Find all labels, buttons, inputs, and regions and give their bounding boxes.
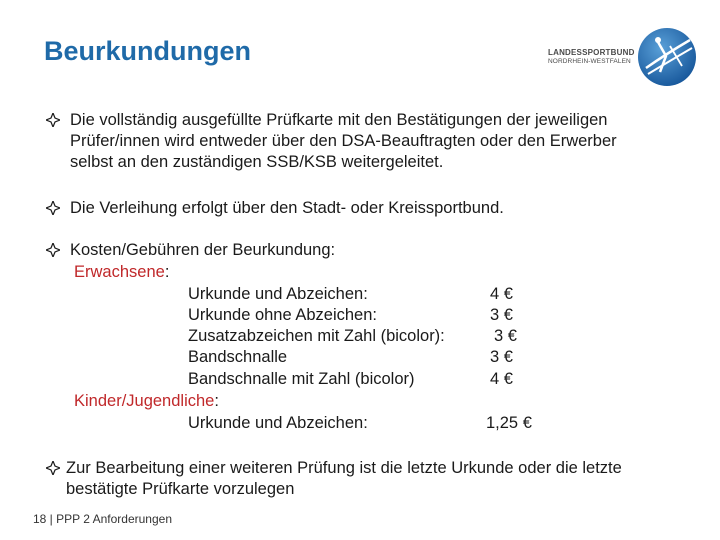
logo-line1: LANDESSPORTBUND <box>548 48 635 57</box>
diamond-bullet-icon <box>46 201 60 215</box>
fee-item-label: Bandschnalle <box>188 348 288 366</box>
adults-label <box>74 262 169 283</box>
bullet-award-text: Die Verleihung erfolgt über den Stadt- oder Kreissportbund. <box>70 199 504 217</box>
fee-item-label: Bandschnalle mit Zahl (bicolor) <box>188 370 415 388</box>
adults-label-text: Erwachsene <box>74 263 165 281</box>
bullet-submission-text <box>70 110 617 173</box>
slide-footer: 18 | PPP 2 Anforderungen <box>33 512 173 526</box>
fee-item-label: Urkunde ohne Abzeichen: <box>188 306 377 324</box>
bullet-line: bestätigte Prüfkarte vorzulegen <box>66 480 295 498</box>
kids-label-colon: : <box>214 392 219 410</box>
logo-wordmark <box>548 48 636 66</box>
bullet-further-exam-text <box>66 458 622 500</box>
fees-heading: Kosten/Gebühren der Beurkundung: <box>70 241 336 259</box>
fee-item-price: 1,25 € <box>486 414 532 432</box>
adults-label-colon: : <box>164 263 170 281</box>
fee-item-price: 4 € <box>490 285 513 303</box>
kids-label <box>74 391 219 412</box>
bullet-line: Zur Bearbeitung einer weiteren Prüfung ist die letzte Urkunde oder die letzte <box>66 459 622 477</box>
slide-title: Beurkundungen <box>44 36 251 66</box>
diamond-bullet-icon <box>46 243 60 257</box>
bullet-line: selbst an den zuständigen SSB/KSB weitergeleitet. <box>70 153 444 171</box>
fee-item-price: 3 € <box>490 348 513 366</box>
fee-item-price: 3 € <box>494 327 517 345</box>
fee-item-label: Urkunde und Abzeichen: <box>188 285 368 303</box>
diamond-bullet-icon <box>46 461 60 475</box>
logo-seal-icon <box>636 26 698 88</box>
bullet-line: Die vollständig ausgefüllte Prüfkarte mit den Bestätigungen der jeweiligen <box>70 111 608 129</box>
landessportbund-logo <box>548 26 698 88</box>
fee-item-label: Zusatzabzeichen mit Zahl (bicolor): <box>188 327 445 345</box>
fee-item-price: 3 € <box>490 306 513 324</box>
diamond-bullet-icon <box>46 113 60 127</box>
fee-item-price: 4 € <box>490 370 513 388</box>
fee-item-label: Urkunde und Abzeichen: <box>188 414 368 432</box>
kids-label-text: Kinder/Jugendliche <box>74 392 215 410</box>
bullet-line: Prüfer/innen wird entweder über den DSA-Beauftragten oder den Erwerber <box>70 132 617 150</box>
logo-line2: NORDRHEIN-WESTFALEN <box>548 58 631 65</box>
